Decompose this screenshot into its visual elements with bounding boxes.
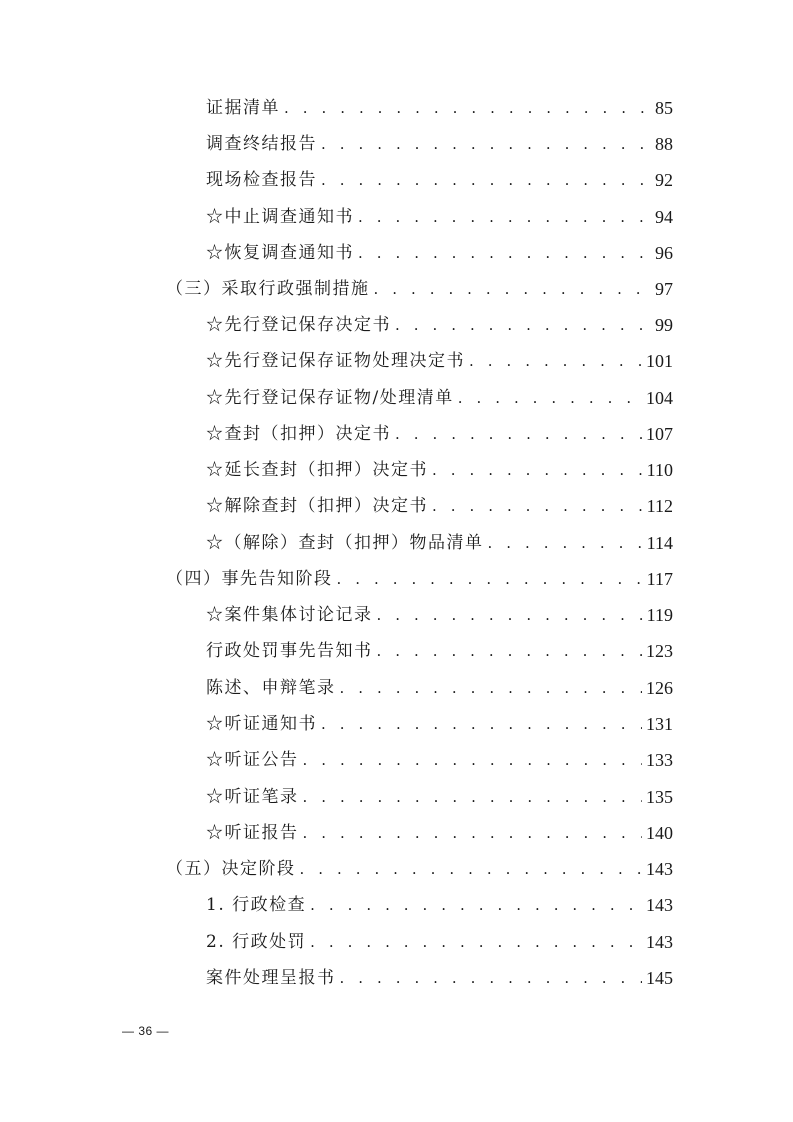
toc-entry-label: 行政处罚事先告知书 <box>206 641 373 661</box>
toc-entry-label: 调查终结报告 <box>206 134 317 154</box>
dot-leader <box>488 529 643 557</box>
toc-entry-label: ☆先行登记保存决定书 <box>206 315 391 335</box>
dot-leader <box>458 384 642 412</box>
dot-leader <box>340 674 643 702</box>
toc-entry <box>206 94 673 122</box>
toc-entry <box>206 746 673 774</box>
dot-leader <box>358 239 651 267</box>
dot-leader <box>321 710 642 738</box>
toc-section-page: 97 <box>655 279 673 299</box>
toc-entry <box>206 783 673 811</box>
toc-entry-page: 92 <box>655 170 673 190</box>
toc-entry <box>206 710 673 738</box>
toc-entry <box>206 601 673 629</box>
toc-entry <box>206 819 673 847</box>
toc-entry-label: ☆听证报告 <box>206 823 299 843</box>
dot-leader <box>374 275 652 303</box>
toc-entry-label: ☆先行登记保存证物/处理清单 <box>206 388 454 408</box>
toc-entry-page: 107 <box>646 424 673 444</box>
toc-entry-page: 85 <box>655 98 673 118</box>
toc-entry <box>206 964 673 992</box>
page-number: — 36 — <box>122 1024 170 1038</box>
toc-entry <box>206 130 673 158</box>
dot-leader <box>395 311 651 339</box>
dot-leader <box>377 637 643 665</box>
toc-section <box>166 565 673 593</box>
toc-section-page: 143 <box>646 859 673 879</box>
toc-entry-page: 133 <box>646 750 673 770</box>
toc-entry-label: ☆解除查封（扣押）决定书 <box>206 496 428 516</box>
dot-leader <box>432 492 643 520</box>
toc-entry <box>206 384 673 412</box>
toc-entry-label: 证据清单 <box>206 98 280 118</box>
dot-leader <box>469 347 642 375</box>
toc-entry-label: 案件处理呈报书 <box>206 968 336 988</box>
toc-entry-page: 143 <box>646 895 673 915</box>
toc-entry <box>206 166 673 194</box>
dot-leader <box>377 601 643 629</box>
toc-section-label: （五）决定阶段 <box>166 859 296 879</box>
toc-entry-label: 2. 行政处罚 <box>206 932 307 952</box>
toc-entry-page: 99 <box>655 315 673 335</box>
toc-section <box>166 275 673 303</box>
dot-leader <box>310 928 642 956</box>
dot-leader <box>303 819 643 847</box>
toc-entry-label: ☆听证通知书 <box>206 714 317 734</box>
toc-entry-label: 陈述、申辩笔录 <box>206 678 336 698</box>
toc-entry <box>206 492 673 520</box>
dot-leader <box>432 456 643 484</box>
toc-section <box>166 855 673 883</box>
toc-entry <box>206 239 673 267</box>
dot-leader <box>321 166 651 194</box>
toc-entry-page: 88 <box>655 134 673 154</box>
toc-entry-page: 145 <box>646 968 673 988</box>
toc-entry-label: ☆听证笔录 <box>206 787 299 807</box>
toc-entry <box>206 891 673 919</box>
toc-entry-page: 112 <box>646 496 673 516</box>
toc-entry-page: 119 <box>646 605 673 625</box>
toc-entry <box>206 203 673 231</box>
toc-entry-page: 123 <box>646 641 673 661</box>
dot-leader <box>395 420 642 448</box>
dot-leader <box>358 203 651 231</box>
dot-leader <box>337 565 643 593</box>
dot-leader <box>303 783 643 811</box>
dot-leader <box>321 130 651 158</box>
toc-entry-page: 96 <box>655 243 673 263</box>
toc-entry-page: 110 <box>646 460 673 480</box>
toc-entry-label: ☆案件集体讨论记录 <box>206 605 373 625</box>
dot-leader <box>340 964 643 992</box>
toc-entry <box>206 529 673 557</box>
toc-entry-page: 114 <box>646 533 673 553</box>
toc-entry-page: 140 <box>646 823 673 843</box>
toc-entry <box>206 674 673 702</box>
toc-entry-page: 126 <box>646 678 673 698</box>
toc-section-label: （三）采取行政强制措施 <box>166 279 370 299</box>
toc-section-page: 117 <box>646 569 673 589</box>
toc-entry-page: 94 <box>655 207 673 227</box>
toc-entry-label: ☆（解除）查封（扣押）物品清单 <box>206 533 484 553</box>
toc-entry <box>206 637 673 665</box>
toc-entry <box>206 347 673 375</box>
toc-entry-label: 现场检查报告 <box>206 170 317 190</box>
toc-entry-label: 1. 行政检查 <box>206 895 307 915</box>
toc-section-label: （四）事先告知阶段 <box>166 569 333 589</box>
toc-entry-label: ☆恢复调查通知书 <box>206 243 354 263</box>
toc-entry <box>206 420 673 448</box>
toc-entry <box>206 928 673 956</box>
toc-entry-page: 135 <box>646 787 673 807</box>
toc-entry-label: ☆延长查封（扣押）决定书 <box>206 460 428 480</box>
toc-entry-page: 131 <box>646 714 673 734</box>
toc-entry-label: ☆查封（扣押）决定书 <box>206 424 391 444</box>
toc-entry <box>206 456 673 484</box>
dot-leader <box>284 94 651 122</box>
toc-entry-page: 101 <box>646 351 673 371</box>
toc-entry-label: ☆先行登记保存证物处理决定书 <box>206 351 465 371</box>
dot-leader <box>303 746 643 774</box>
dot-leader <box>300 855 643 883</box>
dot-leader <box>310 891 642 919</box>
toc-entry <box>206 311 673 339</box>
toc-entry-page: 143 <box>646 932 673 952</box>
toc-entry-label: ☆听证公告 <box>206 750 299 770</box>
toc-entry-page: 104 <box>646 388 673 408</box>
toc-entry-label: ☆中止调查通知书 <box>206 207 354 227</box>
